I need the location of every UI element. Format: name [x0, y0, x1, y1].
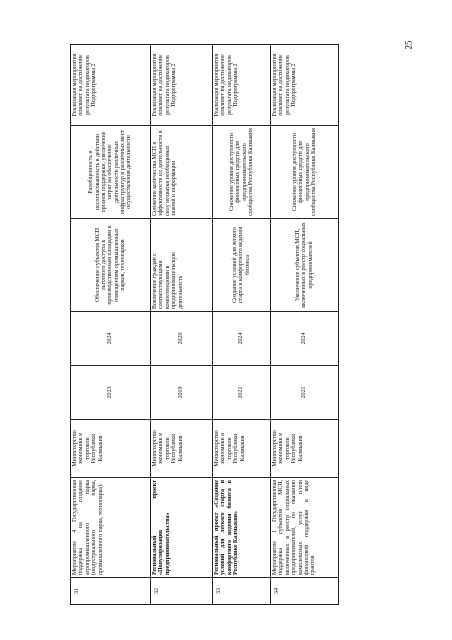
table-row: [213, 45, 271, 605]
end-year: 2024: [71, 312, 151, 366]
page-number: 25: [403, 40, 414, 50]
activity-name: Мероприятие 4 Государственная поддержка на создание агропромышленного парка (индустриального парка, промышленного парка, технопарка).: [71, 478, 151, 578]
end-year: 2020: [151, 312, 213, 366]
executor: Министерство экономики и торговли Республики Калмыкия: [151, 420, 213, 478]
indicator-link: Реализация мероприятия повлияет на достижение результата индикаторов Подпрограммы 2: [71, 45, 151, 126]
table-row: [151, 45, 213, 605]
executor: Министерство экономики и торговли Республики Калмыкия: [271, 420, 339, 478]
indicator-link: Реализация мероприятия повлияет на достижение результата индикаторов Подпрограммы 2: [213, 45, 271, 126]
expected-result: Увеличение субъектов МСП, включенных в реестр социальных предпринимателей: [271, 219, 339, 312]
row-number: 32: [151, 578, 213, 605]
risk-consequence: Снижение количества МСП и эффективности их деятельности в силу нехватки необходимых знаний и информации: [151, 126, 213, 219]
activity-name: Региональный проект «Создание условий для легкого старта и комфортного ведения бизнеса в Республике Калмыкия»: [213, 478, 271, 578]
row-number: 33: [213, 578, 271, 605]
expected-result: Создание условий для легкого старта и комфортного ведения бизнеса: [213, 219, 271, 312]
expected-result: Вовлечение граждан с соответствующими компетенциями в предпринимательскую деятельность: [151, 219, 213, 312]
program-activities-table: [70, 44, 339, 605]
table-row: [271, 45, 339, 605]
risk-consequence: Разобщенность и несогласованность в действии органов поддержки, увеличение затрат на обеспечение деятельности различных инфраструктур и различных мест осуществления деятельности: [71, 126, 151, 219]
activity-name: Мероприятие 1 Государственная поддержка субъектов МСП, включенных в реестр социальных предпринимателей, по оказанию комплексных услуг и/или финансовой поддержки в виде грантов: [271, 478, 339, 578]
start-year: 2019: [151, 366, 213, 420]
indicator-link: Реализация мероприятия повлияет на достижение результата индикаторов Подпрограммы 2: [151, 45, 213, 126]
table-row: [71, 45, 151, 605]
indicator-link: Реализация мероприятия повлияет на достижение результата индикаторов Подпрограммы 2: [271, 45, 339, 126]
risk-consequence: Снижение уровня доступности финансовых средств для предпринимательского сообщества Республики Калмыкия: [213, 126, 271, 219]
start-year: 2023: [71, 366, 151, 420]
row-number: 31: [71, 578, 151, 605]
activity-name: Региональный проект «Популяризация предпринимательства»: [151, 478, 213, 578]
start-year: 2021: [271, 366, 339, 420]
executor: Министерство экономики и торговли Республики Калмыкия: [71, 420, 151, 478]
executor: Министерство экономики и торговли Республики Калмыкия: [213, 420, 271, 478]
expected-result: Обеспечение субъектов МСП льготного доступа к производственным площадям и помещениям промышленных парков, технопарков: [71, 219, 151, 312]
risk-consequence: Снижение уровня доступности финансовых средств для предпринимательского сообщества Республики Калмыкия: [271, 126, 339, 219]
end-year: 2024: [271, 312, 339, 366]
end-year: 2024: [213, 312, 271, 366]
row-number: 34: [271, 578, 339, 605]
start-year: 2021: [213, 366, 271, 420]
rotated-table-container: [70, 45, 338, 605]
